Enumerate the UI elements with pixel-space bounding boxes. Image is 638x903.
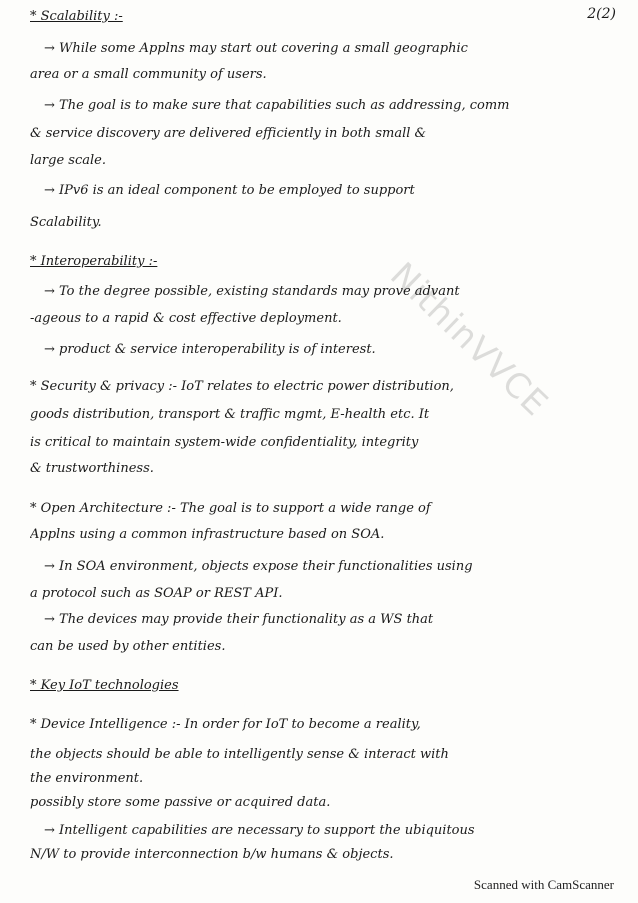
note-line: → The goal is to make sure that capabilities such as addressing, comm — [44, 98, 510, 113]
note-line: Scalability. — [30, 215, 102, 230]
note-line: → To the degree possible, existing standards may prove advant — [44, 284, 460, 299]
note-line: is critical to maintain system-wide confidentiality, integrity — [30, 435, 419, 450]
note-line: the objects should be able to intelligently sense & interact with — [30, 747, 449, 762]
note-line: → While some Applns may start out covering a small geographic — [44, 41, 468, 56]
note-line: & trustworthiness. — [30, 461, 154, 476]
note-line: → The devices may provide their functionality as a WS that — [44, 612, 434, 627]
watermark: NithinVVCE — [382, 255, 556, 425]
scanner-footer: Scanned with CamScanner — [473, 877, 614, 892]
note-line: goods distribution, transport & traffic mgmt, E-health etc. It — [30, 407, 430, 422]
heading-device-intelligence: * Device Intelligence :- In order for IoT to become a reality, — [30, 717, 421, 732]
note-line: area or a small community of users. — [30, 67, 267, 82]
note-line: can be used by other entities. — [30, 639, 226, 654]
heading-open-architecture: * Open Architecture :- The goal is to support a wide range of — [30, 501, 431, 516]
note-line: → product & service interoperability is of interest. — [44, 342, 376, 357]
note-line: possibly store some passive or acquired data. — [30, 795, 331, 810]
note-line: -ageous to a rapid & cost effective deployment. — [30, 311, 342, 326]
note-line: N/W to provide interconnection b/w humans & objects. — [30, 847, 394, 862]
heading-interoperability: * Interoperability :- — [30, 254, 158, 269]
note-line: a protocol such as SOAP or REST API. — [30, 586, 283, 601]
heading-security-privacy: * Security & privacy :- IoT relates to electric power distribution, — [30, 379, 454, 394]
note-line: & service discovery are delivered efficiently in both small & — [30, 126, 427, 141]
page-number: 2(2) — [587, 6, 616, 22]
heading-key-iot-technologies: * Key IoT technologies — [30, 678, 179, 693]
note-line: → Intelligent capabilities are necessary to support the ubiquitous — [44, 823, 475, 838]
note-line: Applns using a common infrastructure based on SOA. — [30, 527, 385, 542]
note-line: large scale. — [30, 153, 106, 168]
note-line: the environment. — [30, 771, 144, 786]
heading-scalability: * Scalability :- — [30, 9, 123, 24]
note-line: → In SOA environment, objects expose their functionalities using — [44, 559, 473, 574]
note-line: → IPv6 is an ideal component to be employed to support — [44, 183, 415, 198]
